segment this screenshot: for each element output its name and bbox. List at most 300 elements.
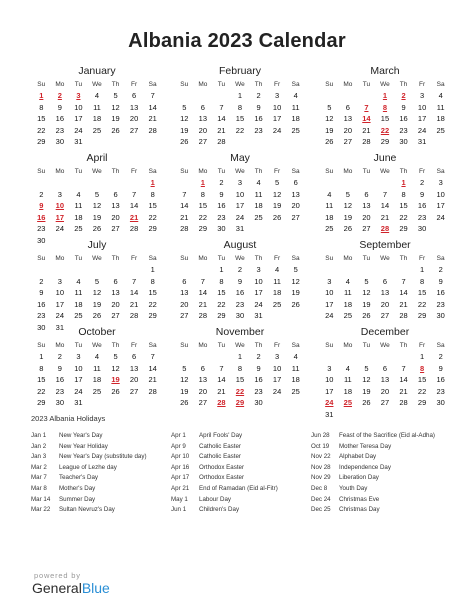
day-cell: 15 [417,375,427,384]
weekday-header: Tu [217,81,226,88]
day-cell: 15 [417,288,427,297]
weekday-header: Tu [217,255,226,262]
holiday-row [171,473,278,484]
holiday-column [171,431,278,516]
weekday-header: We [92,81,102,88]
day-cell: 28 [148,125,157,135]
day-cell: 25 [92,386,102,396]
day-cell: 24 [254,299,263,309]
month-december [320,325,450,420]
holiday-name: Teacher's Day [59,474,99,482]
month-name: May [230,152,250,164]
weekday-header: Fr [274,168,281,175]
holiday-name: Christmas Eve [339,495,380,503]
day-cell: 6 [132,352,137,361]
holiday-day: 7 [364,102,369,112]
empty-cell [339,90,358,102]
day-cell: 21 [129,299,139,309]
holiday-name: Mother Teresa Day [339,442,392,450]
brand-logo [32,571,110,596]
day-cell: 5 [364,363,369,373]
holiday-day: 1 [401,178,406,187]
day-cell: 4 [76,276,81,286]
day-cell: 16 [37,299,46,309]
holiday-row [311,473,435,484]
day-cell: 8 [150,276,155,286]
day-cell: 17 [272,114,282,123]
day-cell: 9 [256,363,261,373]
day-cell: 6 [293,178,298,187]
weekday-header: Su [325,168,334,175]
month-name: February [218,65,261,77]
day-cell: 11 [343,375,352,384]
day-cell: 26 [92,224,102,233]
holiday-day: 16 [37,212,46,222]
empty-cell [376,177,395,189]
day-cell: 8 [237,102,243,112]
weekday-header: Mo [343,168,353,175]
brand-blue: Blue [81,580,110,596]
day-cell: 9 [57,363,62,373]
day-cell: 30 [436,311,445,320]
holiday-name: League of Lezhe day [59,463,117,471]
day-cell: 16 [436,288,445,297]
day-cell: 18 [291,375,300,384]
holiday-day: 1 [382,91,388,100]
day-cell: 31 [235,224,245,233]
holiday-row [31,495,147,506]
day-cell: 13 [129,102,139,112]
page-title: Albania 2023 Calendar [128,30,346,52]
day-cell: 11 [273,276,281,286]
weekday-header: Th [399,342,408,349]
holiday-day: 17 [55,212,65,222]
day-cell: 27 [180,311,189,320]
empty-cell [125,177,144,189]
empty-cell [376,264,395,276]
holiday-row [31,505,147,516]
month-grid [320,253,450,322]
day-cell: 9 [438,276,443,286]
month-name: January [78,65,116,77]
day-cell: 2 [39,276,44,286]
weekday-header: Th [254,81,263,88]
day-cell: 12 [325,114,334,123]
day-cell: 17 [436,201,445,210]
day-cell: 6 [182,276,187,286]
day-cell: 2 [256,91,261,100]
day-cell: 14 [180,201,189,210]
weekday-header: We [235,168,245,175]
day-cell: 19 [291,288,300,297]
day-cell: 21 [380,212,390,222]
day-cell: 22 [417,386,427,396]
day-cell: 18 [343,299,353,309]
day-cell: 5 [293,265,298,274]
day-cell: 20 [129,375,139,384]
day-cell: 17 [325,299,334,309]
day-cell: 12 [291,276,300,286]
day-cell: 12 [180,375,189,384]
day-cell: 4 [94,91,100,100]
day-cell: 31 [417,137,427,146]
holiday-date: Mar 22 [31,506,51,514]
day-cell: 27 [291,212,300,222]
day-cell: 23 [254,386,263,396]
holiday-day: 8 [382,102,388,112]
day-cell: 3 [420,91,425,100]
weekday-header: Su [180,81,189,88]
holiday-row [31,484,147,495]
day-cell: 3 [57,276,62,286]
day-cell: 4 [256,178,261,187]
holiday-date: Jan 1 [31,432,47,439]
day-cell: 14 [148,102,157,112]
day-cell: 29 [148,224,157,233]
day-cell: 21 [399,386,408,396]
day-cell: 15 [399,201,408,210]
day-cell: 29 [198,224,208,233]
empty-cell [194,264,213,276]
holiday-name: New Year Holiday [59,442,108,450]
day-cell: 10 [325,375,334,384]
day-cell: 9 [237,276,243,286]
holiday-date: Nov 29 [311,474,331,482]
weekday-header: Mo [55,342,65,349]
weekday-header: Mo [198,342,208,349]
day-cell: 5 [345,189,350,199]
empty-cell [175,90,194,102]
holidays-title: 2023 Albania Holidays [31,414,106,423]
day-cell: 13 [198,375,208,384]
weekday-header: Sa [148,168,157,175]
day-cell: 26 [180,398,189,407]
holiday-day: 1 [200,178,205,187]
month-september [320,238,450,322]
empty-cell [88,264,107,276]
weekday-header: We [92,342,102,349]
day-cell: 28 [399,311,408,320]
day-cell: 27 [380,398,390,407]
day-cell: 12 [111,102,120,112]
month-may [175,151,305,235]
day-cell: 3 [275,352,280,361]
day-cell: 25 [291,386,300,396]
day-cell: 7 [132,276,137,286]
empty-cell [357,90,376,102]
day-cell: 7 [401,363,406,373]
day-cell: 20 [343,125,353,135]
day-cell: 22 [37,125,46,135]
weekday-header: Mo [55,81,65,88]
weekday-header: Sa [291,81,300,88]
day-cell: 18 [92,375,102,384]
day-cell: 30 [55,137,65,146]
day-cell: 24 [235,212,245,222]
day-cell: 24 [272,125,282,135]
holiday-name: Summer Day [59,495,96,503]
empty-cell [88,177,107,189]
day-cell: 15 [198,201,208,210]
day-cell: 29 [37,137,46,146]
empty-cell [394,264,413,276]
day-cell: 2 [438,265,443,274]
day-cell: 23 [37,311,46,320]
day-cell: 11 [436,102,445,112]
day-cell: 12 [92,201,102,210]
day-cell: 6 [382,363,388,373]
holiday-row [31,431,147,442]
day-cell: 12 [343,201,353,210]
month-grid [175,79,305,148]
holiday-name: Orthodox Easter [199,474,245,482]
day-cell: 31 [254,311,263,320]
day-cell: 13 [380,288,390,297]
day-cell: 6 [200,102,205,112]
holiday-name: New Year's Day (substitute day) [59,453,147,461]
day-cell: 24 [55,311,65,320]
day-cell: 31 [55,322,65,332]
holiday-name: Christmas Day [339,506,380,514]
day-cell: 2 [237,265,243,274]
day-cell: 25 [291,125,300,135]
month-grid [175,166,305,235]
day-cell: 1 [150,265,155,274]
weekday-header: Th [399,168,408,175]
empty-cell [357,177,376,189]
day-cell: 3 [327,276,332,286]
day-cell: 8 [39,102,44,112]
day-cell: 5 [94,276,100,286]
holiday-date: Mar 14 [31,495,51,503]
weekday-header: Fr [131,342,138,349]
holiday-day: 28 [380,224,390,233]
day-cell: 13 [198,114,208,123]
empty-cell [125,264,144,276]
day-cell: 7 [219,363,224,373]
day-cell: 19 [92,299,102,309]
day-cell: 8 [237,363,243,373]
weekday-header: We [235,81,245,88]
empty-cell [320,264,339,276]
day-cell: 15 [217,288,226,297]
holiday-name: Catholic Easter [199,442,241,450]
month-name: April [86,152,108,164]
day-cell: 11 [291,102,300,112]
holiday-row [311,431,435,442]
holiday-date: Dec 8 [311,484,328,492]
empty-cell [320,177,339,189]
day-cell: 13 [180,288,189,297]
day-cell: 8 [219,276,224,286]
day-cell: 29 [148,311,157,320]
weekday-header: Sa [148,81,157,88]
weekday-header: Th [254,168,263,175]
holiday-row [311,495,435,506]
holiday-date: Apr 16 [171,463,190,471]
weekday-header: Sa [148,342,157,349]
weekday-header: Sa [436,255,445,262]
empty-cell [194,351,213,363]
day-cell: 11 [291,363,300,373]
month-name: December [360,326,410,338]
day-cell: 24 [74,386,83,396]
day-cell: 14 [380,201,390,210]
day-cell: 25 [325,224,334,233]
weekday-header: Su [325,81,334,88]
day-cell: 18 [74,212,83,222]
empty-cell [69,264,88,276]
day-cell: 5 [113,352,118,361]
day-cell: 12 [111,363,120,373]
day-cell: 15 [37,375,46,384]
day-cell: 27 [198,137,208,146]
day-cell: 3 [237,178,243,187]
day-cell: 27 [362,224,371,233]
weekday-header: Th [254,255,263,262]
day-cell: 13 [111,201,120,210]
day-cell: 26 [92,311,102,320]
day-cell: 31 [74,137,83,146]
day-cell: 22 [148,299,157,309]
empty-cell [394,351,413,363]
day-cell: 17 [235,201,245,210]
holiday-row [171,452,278,463]
month-july [32,238,162,333]
day-cell: 10 [74,363,83,373]
day-cell: 20 [291,201,300,210]
weekday-header: Sa [436,81,445,88]
month-name: June [373,152,397,164]
day-cell: 1 [237,352,243,361]
day-cell: 14 [217,114,226,123]
day-cell: 8 [200,189,205,199]
day-cell: 2 [57,352,62,361]
holiday-column [31,431,147,516]
month-name: August [223,239,257,251]
holiday-name: Orthodox Easter [199,463,245,471]
holiday-name: Liberation Day [339,474,379,482]
day-cell: 10 [235,189,245,199]
weekday-header: Fr [274,342,281,349]
month-august [175,238,305,322]
weekday-header: Th [399,255,408,262]
day-cell: 28 [198,311,208,320]
day-cell: 5 [94,189,100,199]
holiday-date: Dec 25 [311,506,331,514]
holiday-row [311,505,435,516]
day-cell: 15 [148,201,157,210]
weekday-header: Fr [419,342,426,349]
weekday-header: Tu [74,81,83,88]
day-cell: 16 [436,375,445,384]
day-cell: 19 [111,114,120,123]
day-cell: 5 [364,276,369,286]
day-cell: 27 [129,386,139,396]
holiday-name: End of Ramadan (Eid al-Fitr) [199,484,278,492]
empty-cell [194,90,213,102]
day-cell: 30 [37,322,46,332]
weekday-header: Su [180,255,189,262]
holiday-name: Youth Day [339,484,368,492]
day-cell: 23 [254,125,263,135]
day-cell: 30 [37,235,46,245]
day-cell: 2 [219,178,224,187]
weekday-header: Th [254,342,263,349]
month-name: March [370,65,400,77]
holiday-day: 14 [362,114,371,123]
holiday-date: Apr 17 [171,474,190,482]
day-cell: 4 [94,352,100,361]
holiday-day: 29 [235,398,245,407]
weekday-header: Su [325,342,334,349]
holiday-date: Mar 2 [31,463,47,471]
holiday-name: Catholic Easter [199,453,241,461]
weekday-header: Tu [362,342,371,349]
empty-cell [357,351,376,363]
weekday-header: Su [37,255,46,262]
weekday-header: Th [111,342,120,349]
day-cell: 27 [111,311,120,320]
day-cell: 29 [417,311,427,320]
month-grid [320,340,450,420]
weekday-header: Tu [362,168,371,175]
day-cell: 11 [325,201,334,210]
day-cell: 1 [420,265,425,274]
day-cell: 12 [92,288,102,297]
holiday-day: 2 [57,91,62,100]
day-cell: 23 [235,299,245,309]
day-cell: 7 [182,189,187,199]
day-cell: 21 [217,125,226,135]
day-cell: 9 [438,363,443,373]
month-april [32,151,162,246]
month-name: October [78,326,116,338]
month-name: November [215,326,265,338]
day-cell: 27 [380,311,390,320]
day-cell: 7 [382,189,388,199]
day-cell: 26 [343,224,353,233]
day-cell: 27 [129,125,139,135]
day-cell: 24 [325,311,334,320]
day-cell: 3 [438,178,443,187]
weekday-header: We [380,342,390,349]
empty-cell [32,177,51,189]
day-cell: 29 [399,224,408,233]
holiday-date: Mar 7 [31,474,47,482]
holiday-day: 1 [39,91,44,100]
month-grid [320,79,450,148]
holiday-row [31,442,147,453]
day-cell: 14 [399,375,408,384]
day-cell: 10 [325,288,334,297]
day-cell: 29 [417,398,427,407]
empty-cell [175,351,194,363]
day-cell: 17 [417,114,427,123]
day-cell: 26 [325,137,334,146]
weekday-header: Th [111,255,120,262]
day-cell: 22 [37,386,46,396]
weekday-header: Su [180,168,189,175]
day-cell: 10 [272,363,282,373]
day-cell: 4 [345,276,350,286]
weekday-header: Sa [291,255,300,262]
day-cell: 23 [55,125,65,135]
weekday-header: Mo [343,255,353,262]
day-cell: 5 [275,178,280,187]
holiday-name: Independence Day [339,463,391,471]
holiday-row [171,505,278,516]
